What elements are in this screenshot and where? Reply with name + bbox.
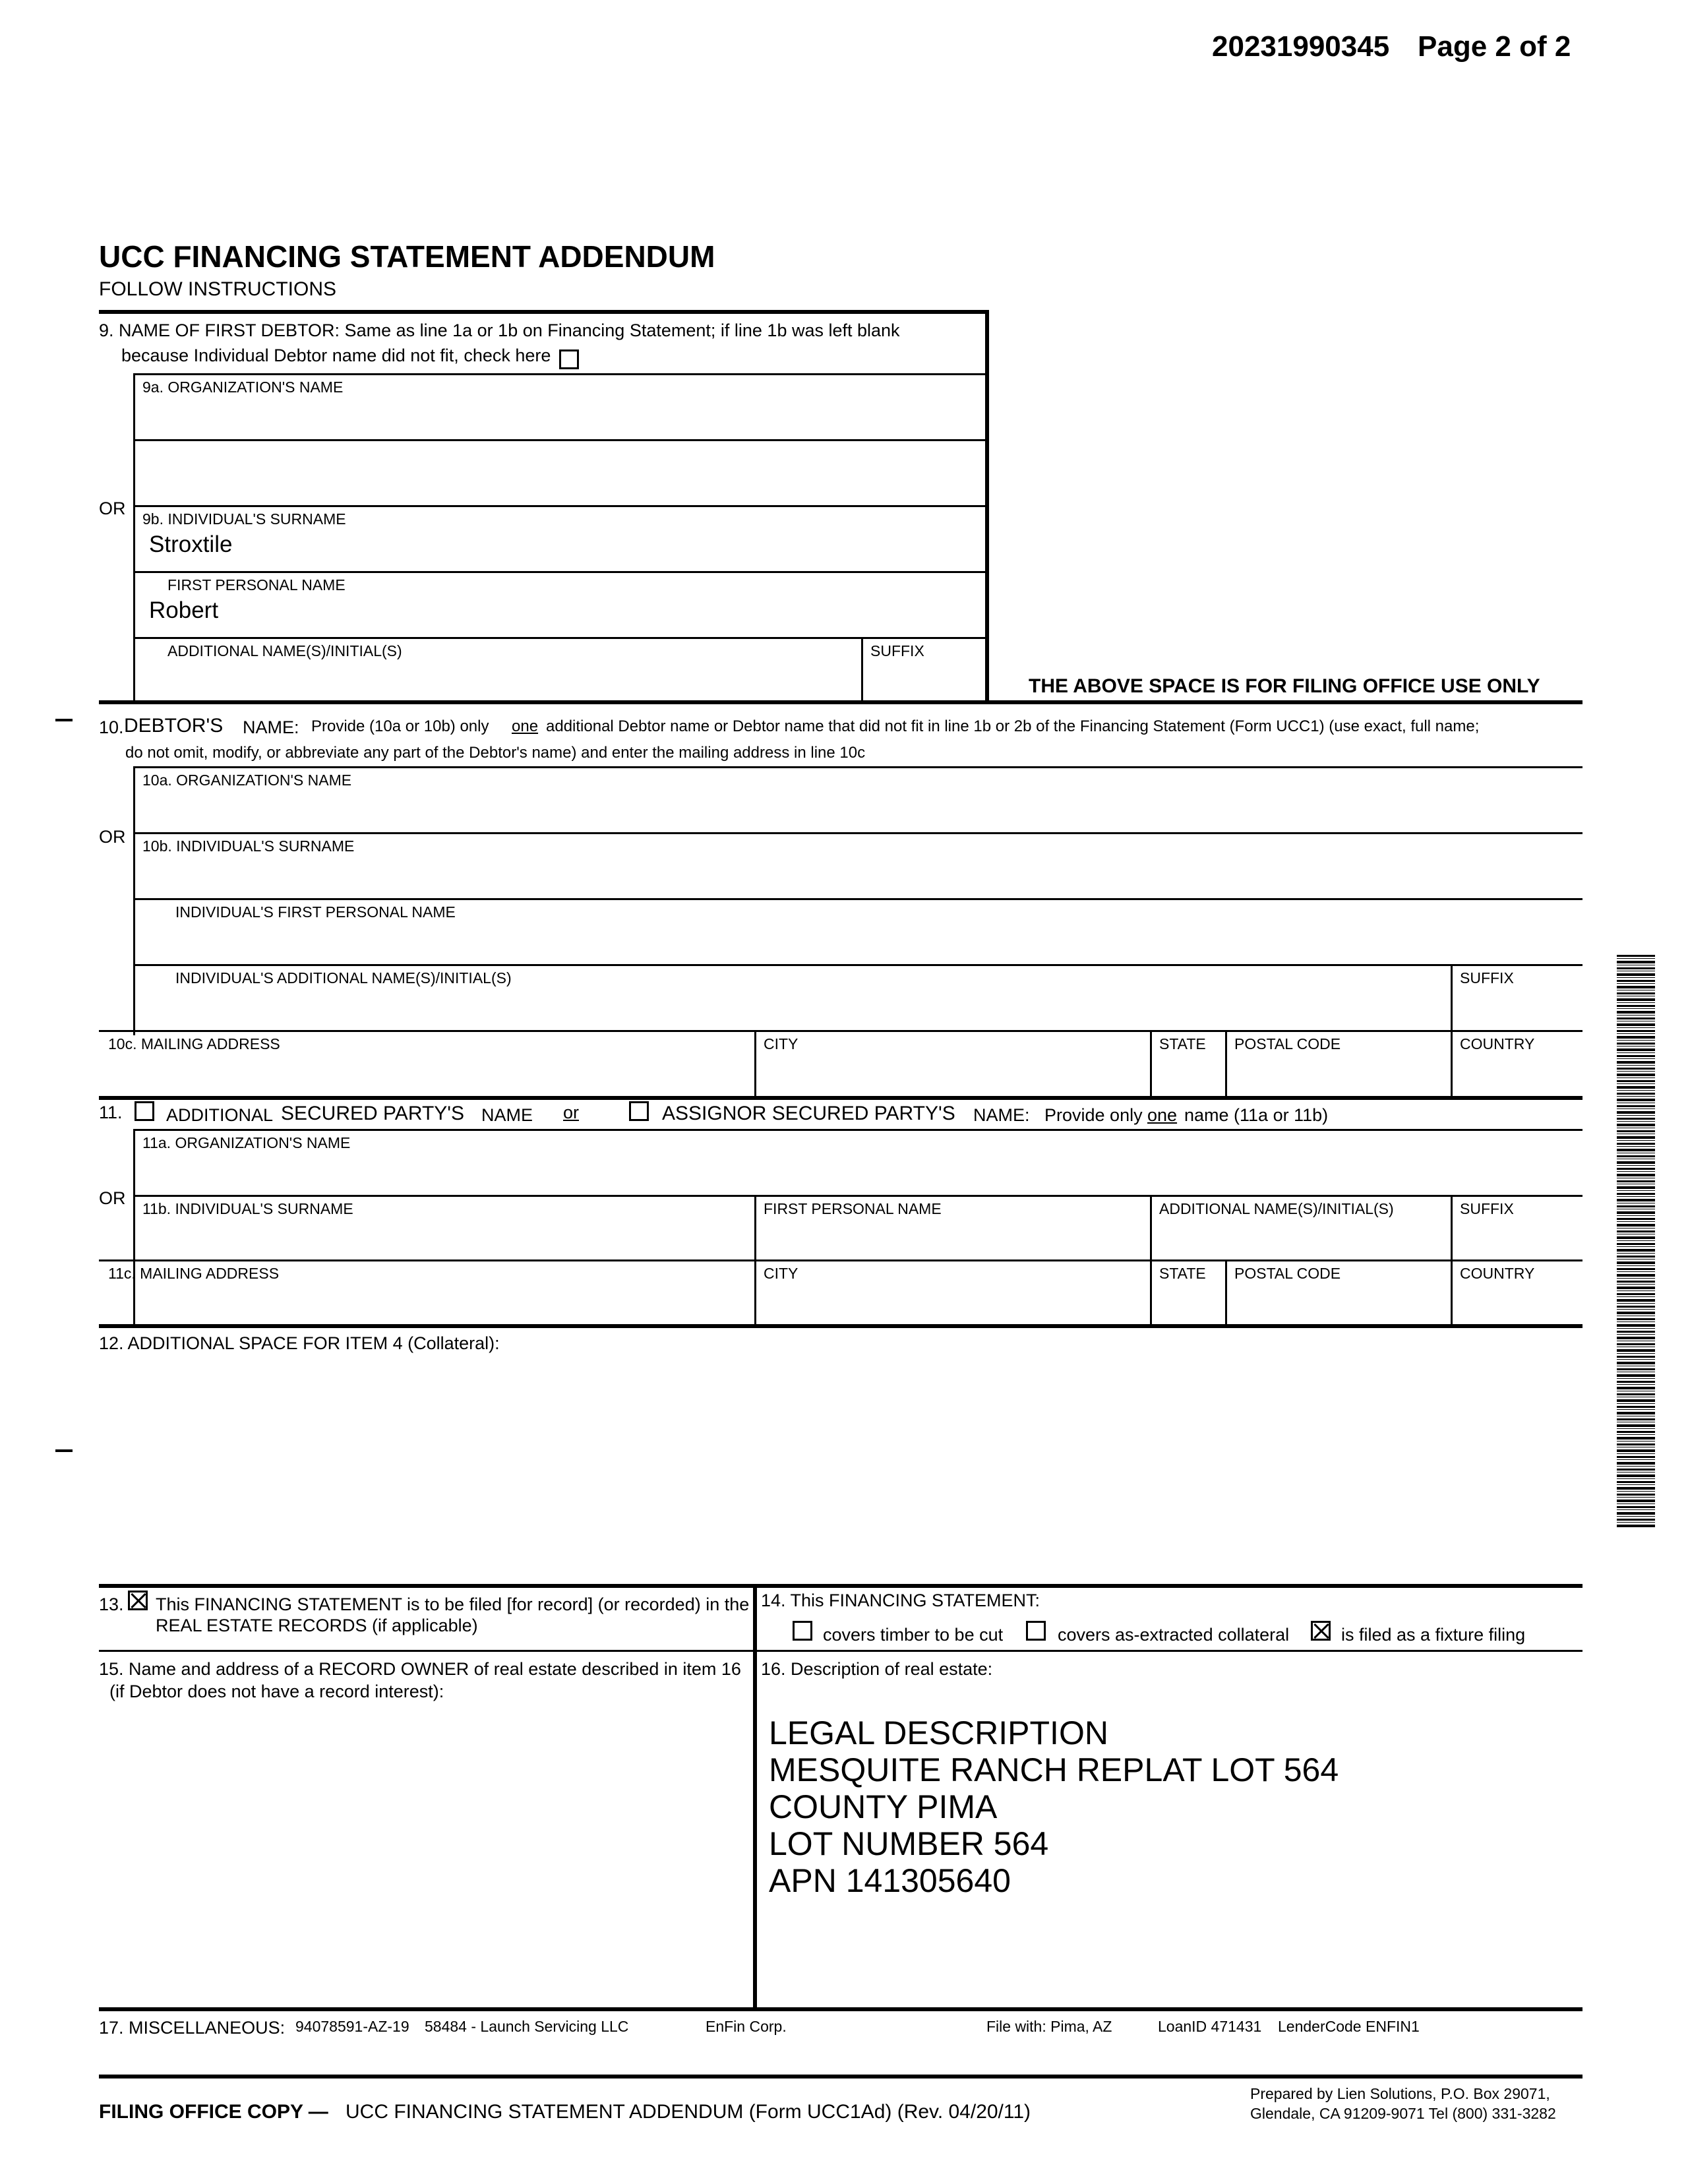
s9-label-line1: 9. NAME OF FIRST DEBTOR: Same as line 1a or 1b on Financing Statement; if line 1b was left blank — [99, 320, 900, 340]
footer-copy-label: FILING OFFICE COPY — — [99, 2101, 328, 2123]
s10c-label: 10c. MAILING ADDRESS — [108, 1035, 280, 1052]
footer-prepared-line2: Glendale, CA 91209-9071 Tel (800) 331-3282 — [1250, 2105, 1556, 2122]
s11c-label: 11c. MAILING ADDRESS — [108, 1265, 280, 1282]
s17-servicer: 58484 - Launch Servicing LLC — [425, 2018, 629, 2035]
s11-country-label: COUNTRY — [1460, 1265, 1535, 1282]
s10-or: OR — [99, 827, 126, 847]
s11-num: 11. — [99, 1103, 123, 1122]
s16-line-3: COUNTY PIMA — [769, 1788, 998, 1825]
s9-first-label: FIRST PERSONAL NAME — [167, 576, 346, 593]
s11-additional-label: ADDITIONAL NAME(S)/INITIAL(S) — [1159, 1200, 1394, 1217]
s11b-label: 11b. INDIVIDUAL'S SURNAME — [142, 1200, 353, 1217]
s10a-label: 10a. ORGANIZATION'S NAME — [142, 772, 352, 789]
s11-suffix-label: SUFFIX — [1460, 1200, 1514, 1217]
s14-fixture-label: is filed as a fixture filing — [1341, 1625, 1526, 1645]
s17-file-with: File with: Pima, AZ — [986, 2018, 1112, 2035]
s11-first-label: FIRST PERSONAL NAME — [764, 1200, 942, 1217]
s11-opt1-b: SECURED PARTY'S — [281, 1103, 465, 1124]
s13-text-line2: REAL ESTATE RECORDS (if applicable) — [156, 1616, 478, 1635]
s10-additional-label: INDIVIDUAL'S ADDITIONAL NAME(S)/INITIAL(S) — [175, 969, 512, 986]
s14-extracted-label: covers as-extracted collateral — [1058, 1625, 1290, 1645]
s11-additional-checkbox[interactable] — [135, 1101, 154, 1121]
s10b-label: 10b. INDIVIDUAL'S SURNAME — [142, 837, 355, 855]
s11-assignor-checkbox[interactable] — [629, 1101, 649, 1121]
file-number: 20231990345 — [1212, 30, 1390, 63]
s15-label-line1: 15. Name and address of a RECORD OWNER of real estate described in item 16 — [99, 1659, 741, 1679]
s11-or: OR — [99, 1188, 126, 1208]
s14-label: 14. This FINANCING STATEMENT: — [761, 1591, 1040, 1610]
s11-one: one — [1147, 1105, 1178, 1125]
s11-provide: Provide only — [1044, 1105, 1143, 1125]
s9b-label: 9b. INDIVIDUAL'S SURNAME — [142, 510, 346, 528]
s9b-surname: Stroxtile — [149, 531, 233, 557]
s10-desc-line2: do not omit, modify, or abbreviate any part of the Debtor's name) and enter the mailing address in line 10c — [125, 744, 866, 762]
s13-text-line1: This FINANCING STATEMENT is to be filed [for record] (or recorded) in the — [156, 1594, 750, 1614]
s16-label: 16. Description of real estate: — [761, 1659, 993, 1679]
s11-opt1-a: ADDITIONAL — [166, 1105, 274, 1125]
s10-name-word: NAME: — [243, 717, 299, 737]
s10-num: 10. — [99, 717, 124, 737]
s11-city-label: CITY — [764, 1265, 799, 1282]
s15-label-line2: (if Debtor does not have a record interest): — [109, 1682, 444, 1701]
s13-num: 13. — [99, 1594, 124, 1614]
s14-fixture-checkbox[interactable] — [1311, 1621, 1331, 1641]
s10-state-label: STATE — [1159, 1035, 1206, 1052]
s11-opt2-a: ASSIGNOR SECURED PARTY'S — [662, 1103, 955, 1124]
s9-first-name: Robert — [149, 597, 219, 623]
filing-office-note: THE ABOVE SPACE IS FOR FILING OFFICE USE ONLY — [1029, 675, 1540, 697]
s10-first-label: INDIVIDUAL'S FIRST PERSONAL NAME — [175, 903, 456, 921]
s9-label-line2: because Individual Debtor name did not fit, check here — [121, 346, 551, 365]
s11-postal-label: POSTAL CODE — [1234, 1265, 1341, 1282]
s10-postal-label: POSTAL CODE — [1234, 1035, 1341, 1052]
s11-provide-end: name (11a or 11b) — [1184, 1105, 1329, 1125]
footer-prepared-line1: Prepared by Lien Solutions, P.O. Box 29071, — [1250, 2085, 1550, 2102]
s16-line-1: LEGAL DESCRIPTION — [769, 1714, 1108, 1751]
s17-label: 17. MISCELLANEOUS: — [99, 2018, 286, 2038]
footer-form-name: UCC FINANCING STATEMENT ADDENDUM (Form UCC1Ad) (Rev. 04/20/11) — [346, 2101, 1031, 2123]
s10-desc-b: additional Debtor name or Debtor name that did not fit in line 1b or 2b of the Financing Statement (Form UCC1) (use exact, full name; — [546, 717, 1480, 735]
s17-ref: 94078591-AZ-19 — [295, 2018, 409, 2035]
s14-timber-label: covers timber to be cut — [823, 1625, 1004, 1645]
s11-or-word: or — [563, 1103, 580, 1122]
s9-checkbox[interactable] — [559, 349, 579, 369]
s14-extracted-checkbox[interactable] — [1026, 1621, 1046, 1641]
form-title: UCC FINANCING STATEMENT ADDENDUM — [99, 239, 715, 274]
s11a-label: 11a. ORGANIZATION'S NAME — [142, 1134, 351, 1151]
s11-opt1-c: NAME — [481, 1105, 533, 1125]
s16-line-2: MESQUITE RANCH REPLAT LOT 564 — [769, 1751, 1339, 1788]
follow-instructions: FOLLOW INSTRUCTIONS — [99, 278, 337, 300]
s10-desc-a: Provide (10a or 10b) only — [311, 717, 489, 735]
s9a-label: 9a. ORGANIZATION'S NAME — [142, 379, 344, 396]
s13-checkbox[interactable] — [128, 1591, 148, 1610]
side-barcode — [1617, 955, 1655, 1527]
s10-country-label: COUNTRY — [1460, 1035, 1535, 1052]
s17-loan: LoanID 471431 — [1158, 2018, 1262, 2035]
s17-lender: LenderCode ENFIN1 — [1278, 2018, 1420, 2035]
s9-additional-label: ADDITIONAL NAME(S)/INITIAL(S) — [167, 642, 402, 659]
s11-state-label: STATE — [1159, 1265, 1206, 1282]
s10-title: DEBTOR'S — [124, 715, 224, 737]
s16-line-4: LOT NUMBER 564 — [769, 1825, 1049, 1862]
s10-suffix-label: SUFFIX — [1460, 969, 1514, 986]
s12-label: 12. ADDITIONAL SPACE FOR ITEM 4 (Collateral): — [99, 1333, 500, 1353]
s11-opt2-b: NAME: — [973, 1105, 1030, 1125]
s14-timber-checkbox[interactable] — [793, 1621, 812, 1641]
s17-company: EnFin Corp. — [706, 2018, 787, 2035]
s10-city-label: CITY — [764, 1035, 799, 1052]
s9-or: OR — [99, 499, 126, 518]
s9-suffix-label: SUFFIX — [870, 642, 924, 659]
s16-line-5: APN 141305640 — [769, 1862, 1011, 1899]
s10-desc-one: one — [512, 717, 539, 735]
page-indicator: Page 2 of 2 — [1418, 30, 1571, 63]
